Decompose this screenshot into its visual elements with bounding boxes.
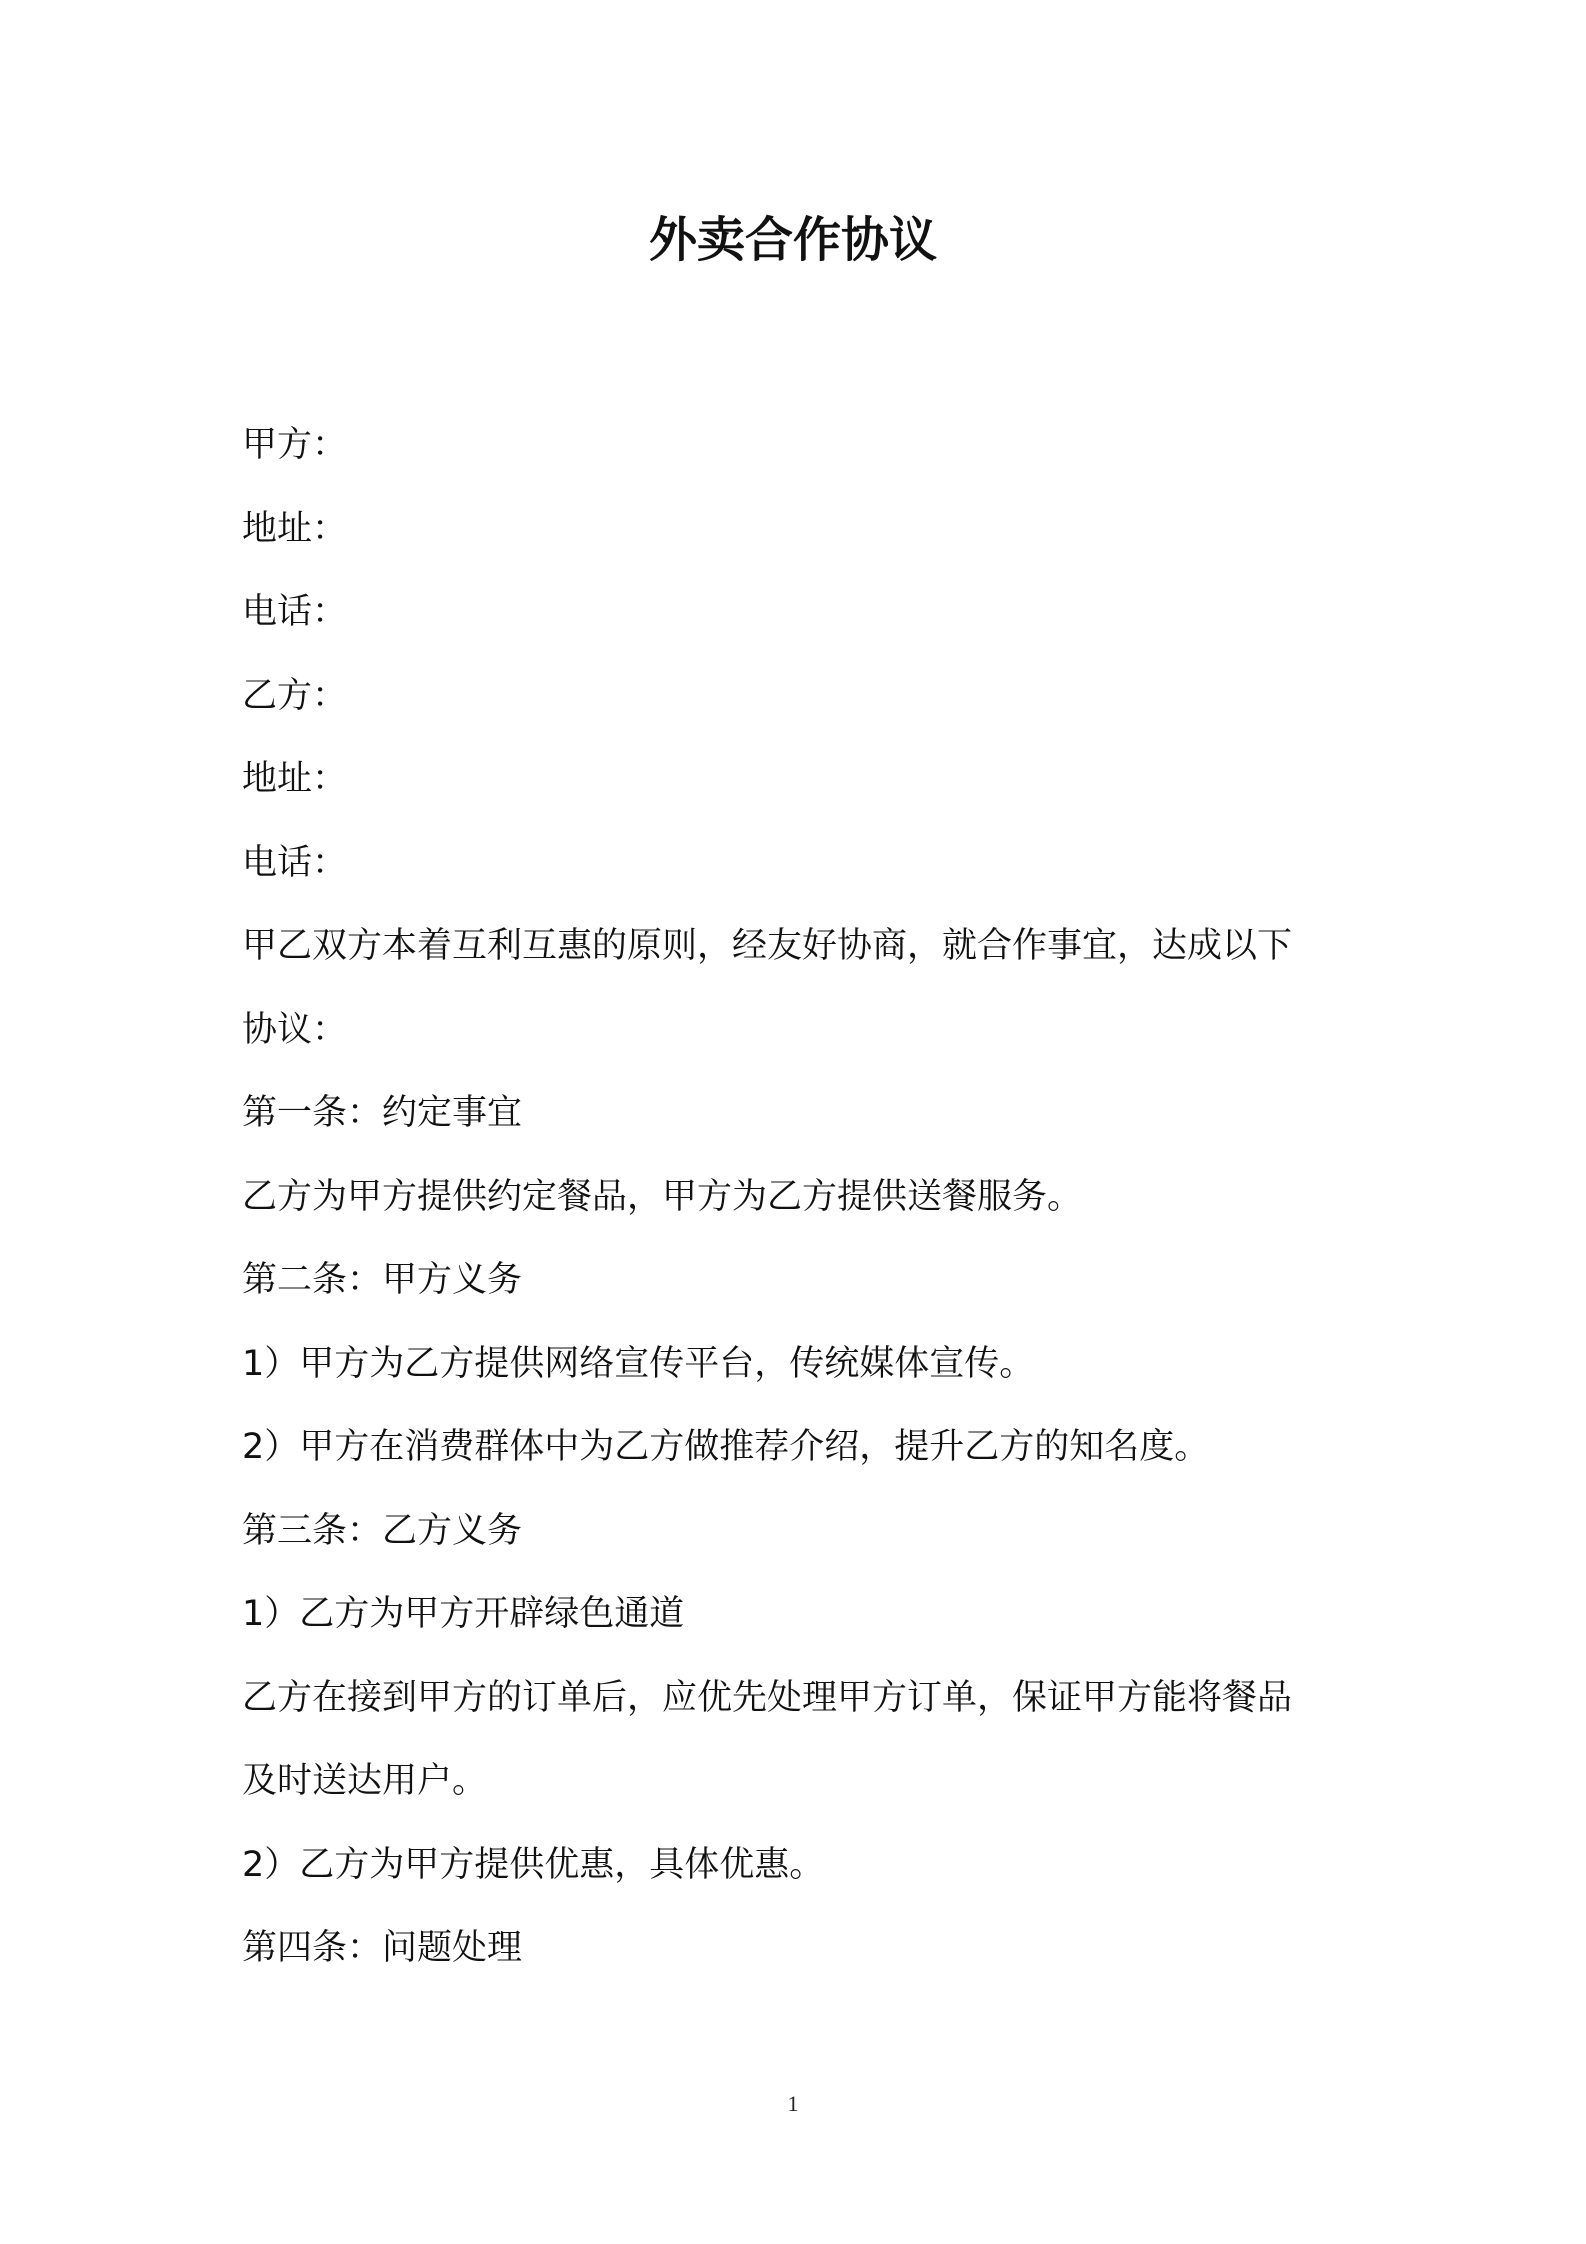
- article-2-item-2: 2）甲方在消费群体中为乙方做推荐介绍，提升乙方的知名度。: [242, 1427, 1210, 1467]
- party-a-address-label: 地址：: [242, 508, 348, 549]
- page-number: 1: [787, 2091, 799, 2116]
- preamble-line-1: 甲乙双方本着互利互惠的原则，经友好协商，就合作事宜，达成以下: [242, 926, 1293, 966]
- article-1-heading: 第一条：约定事宜: [242, 1093, 523, 1133]
- party-b-phone-label: 电话：: [242, 842, 348, 883]
- article-3-item-2: 2）乙方为甲方提供优惠，具体优惠。: [242, 1844, 825, 1885]
- document-body: [242, 404, 1358, 1991]
- article-3-heading: 第三条：乙方义务: [242, 1510, 523, 1551]
- article-2-heading: 第二条：甲方义务: [242, 1260, 523, 1300]
- article-2-item-1: 1）甲方为乙方提供网络宣传平台，传统媒体宣传。: [242, 1343, 1035, 1384]
- party-a-label: 甲方：: [242, 425, 348, 465]
- party-b-address-label: 地址：: [242, 759, 348, 799]
- party-b-label: 乙方：: [242, 675, 348, 716]
- article-3-item-1-detail-line-2: 及时送达用户。: [242, 1761, 488, 1801]
- preamble-line-2: 协议：: [242, 1009, 348, 1050]
- article-4-heading: 第四条：问题处理: [242, 1928, 523, 1968]
- article-1-text: 乙方为甲方提供约定餐品，甲方为乙方提供送餐服务。: [242, 1176, 1083, 1217]
- party-a-phone-label: 电话：: [242, 592, 348, 632]
- document-title: 外卖合作协议: [648, 212, 937, 268]
- article-3-item-1-detail-line-1: 乙方在接到甲方的订单后，应优先处理甲方订单，保证甲方能将餐品: [242, 1677, 1293, 1718]
- article-3-item-1: 1）乙方为甲方开辟绿色通道: [242, 1594, 685, 1634]
